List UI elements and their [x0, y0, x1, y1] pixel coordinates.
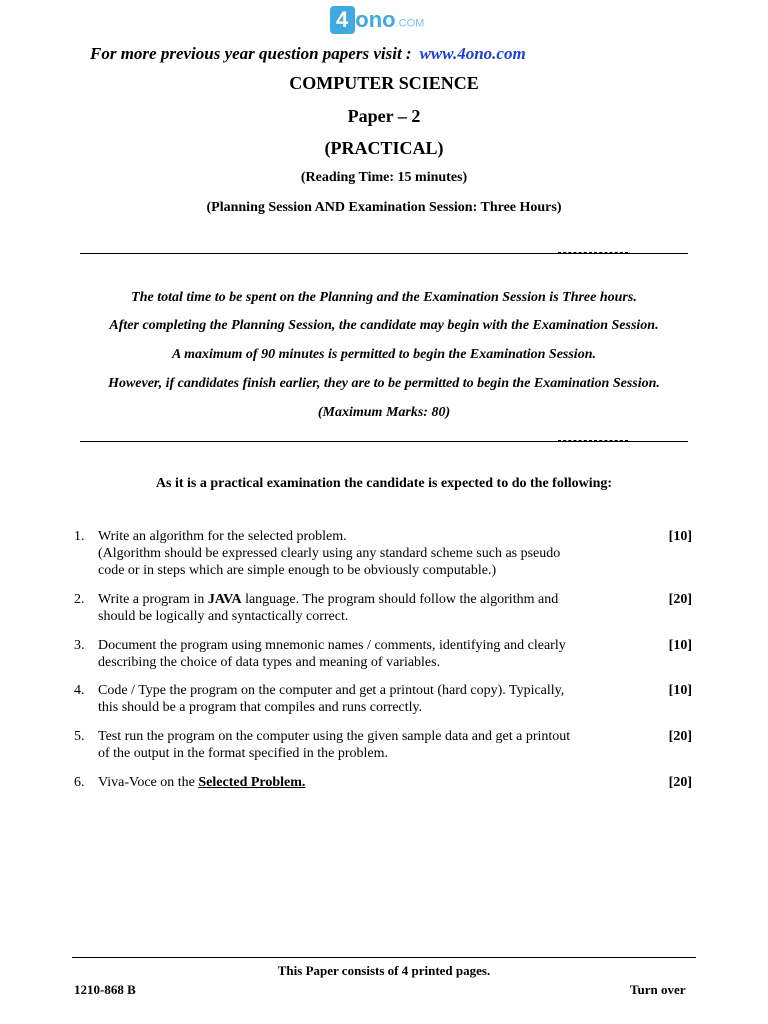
subject-title: COMPUTER SCIENCE	[289, 73, 479, 93]
paper-number: Paper – 2	[347, 106, 421, 126]
item-marks: [10]	[668, 638, 692, 653]
reading-time: (Reading Time: 15 minutes)	[300, 170, 468, 185]
logo-badge: 4	[330, 6, 355, 34]
item-number: 6.	[74, 775, 85, 790]
divider-bottom	[80, 441, 688, 442]
site-logo	[330, 6, 424, 38]
logo-text: ono	[355, 7, 396, 32]
page-count-note: This Paper consists of 4 printed pages.	[277, 963, 491, 978]
language-name: JAVA	[207, 592, 242, 607]
footer-divider	[72, 957, 696, 958]
instruction-line: The total time to be spent on the Planning and the Examination Session is Three hours.	[131, 290, 637, 305]
promo-text: For more previous year question papers visit :	[90, 44, 412, 63]
item-marks: [20]	[668, 775, 692, 790]
instruction-line: After completing the Planning Session, the candidate may begin with the Examination Session.	[109, 318, 659, 333]
instruction-line: A maximum of 90 minutes is permitted to begin the Examination Session.	[172, 347, 596, 362]
item-line: Write an algorithm for the selected problem.	[98, 529, 347, 544]
item-line: (Algorithm should be expressed clearly using any standard scheme such as pseudo	[98, 546, 561, 561]
item-number: 2.	[74, 592, 85, 607]
item-text	[98, 591, 638, 625]
item-line: this should be a program that compiles and runs correctly.	[98, 700, 423, 715]
promo-line	[90, 44, 526, 64]
instruction-line: However, if candidates finish earlier, they are to be permitted to begin the Examination Session.	[108, 376, 660, 391]
item-line: Write a program in JAVA language. The program should follow the algorithm and	[98, 592, 559, 607]
paper-type: (PRACTICAL)	[324, 138, 444, 158]
item-number: 1.	[74, 529, 85, 544]
intro-statement: As it is a practical examination the candidate is expected to do the following:	[155, 476, 613, 491]
logo-suffix: .COM	[395, 17, 425, 30]
item-marks: [20]	[668, 592, 692, 607]
item-line: describing the choice of data types and meaning of variables.	[98, 655, 441, 670]
item-text	[98, 682, 638, 716]
item-text	[98, 637, 638, 671]
divider-top	[80, 253, 688, 254]
item-line: Test run the program on the computer using the given sample data and get a printout	[98, 729, 571, 744]
promo-link[interactable]: www.4ono.com	[419, 44, 526, 63]
item-text	[98, 728, 638, 762]
item-number: 4.	[74, 683, 85, 698]
item-line: should be logically and syntactically correct.	[98, 609, 349, 624]
item-marks: [20]	[668, 729, 692, 744]
item-marks: [10]	[668, 683, 692, 698]
item-number: 3.	[74, 638, 85, 653]
item-text	[98, 774, 638, 791]
turn-over-note: Turn over	[630, 982, 686, 997]
item-line: Document the program using mnemonic names / comments, identifying and clearly	[98, 638, 566, 653]
session-duration: (Planning Session AND Examination Session: Three Hours)	[206, 200, 562, 215]
item-line: Code / Type the program on the computer and get a printout (hard copy). Typically,	[98, 683, 565, 698]
item-marks: [10]	[668, 529, 692, 544]
item-line: of the output in the format specified in the problem.	[98, 746, 389, 761]
item-line: code or in steps which are simple enough to be obviously computable.)	[98, 563, 497, 578]
item-number: 5.	[74, 729, 85, 744]
maximum-marks: (Maximum Marks: 80)	[317, 405, 451, 420]
item-line: Viva-Voce on the Selected Problem.	[98, 775, 306, 790]
item-text	[98, 528, 638, 579]
paper-code: 1210-868 B	[74, 982, 136, 997]
selected-problem-label: Selected Problem.	[198, 775, 306, 790]
